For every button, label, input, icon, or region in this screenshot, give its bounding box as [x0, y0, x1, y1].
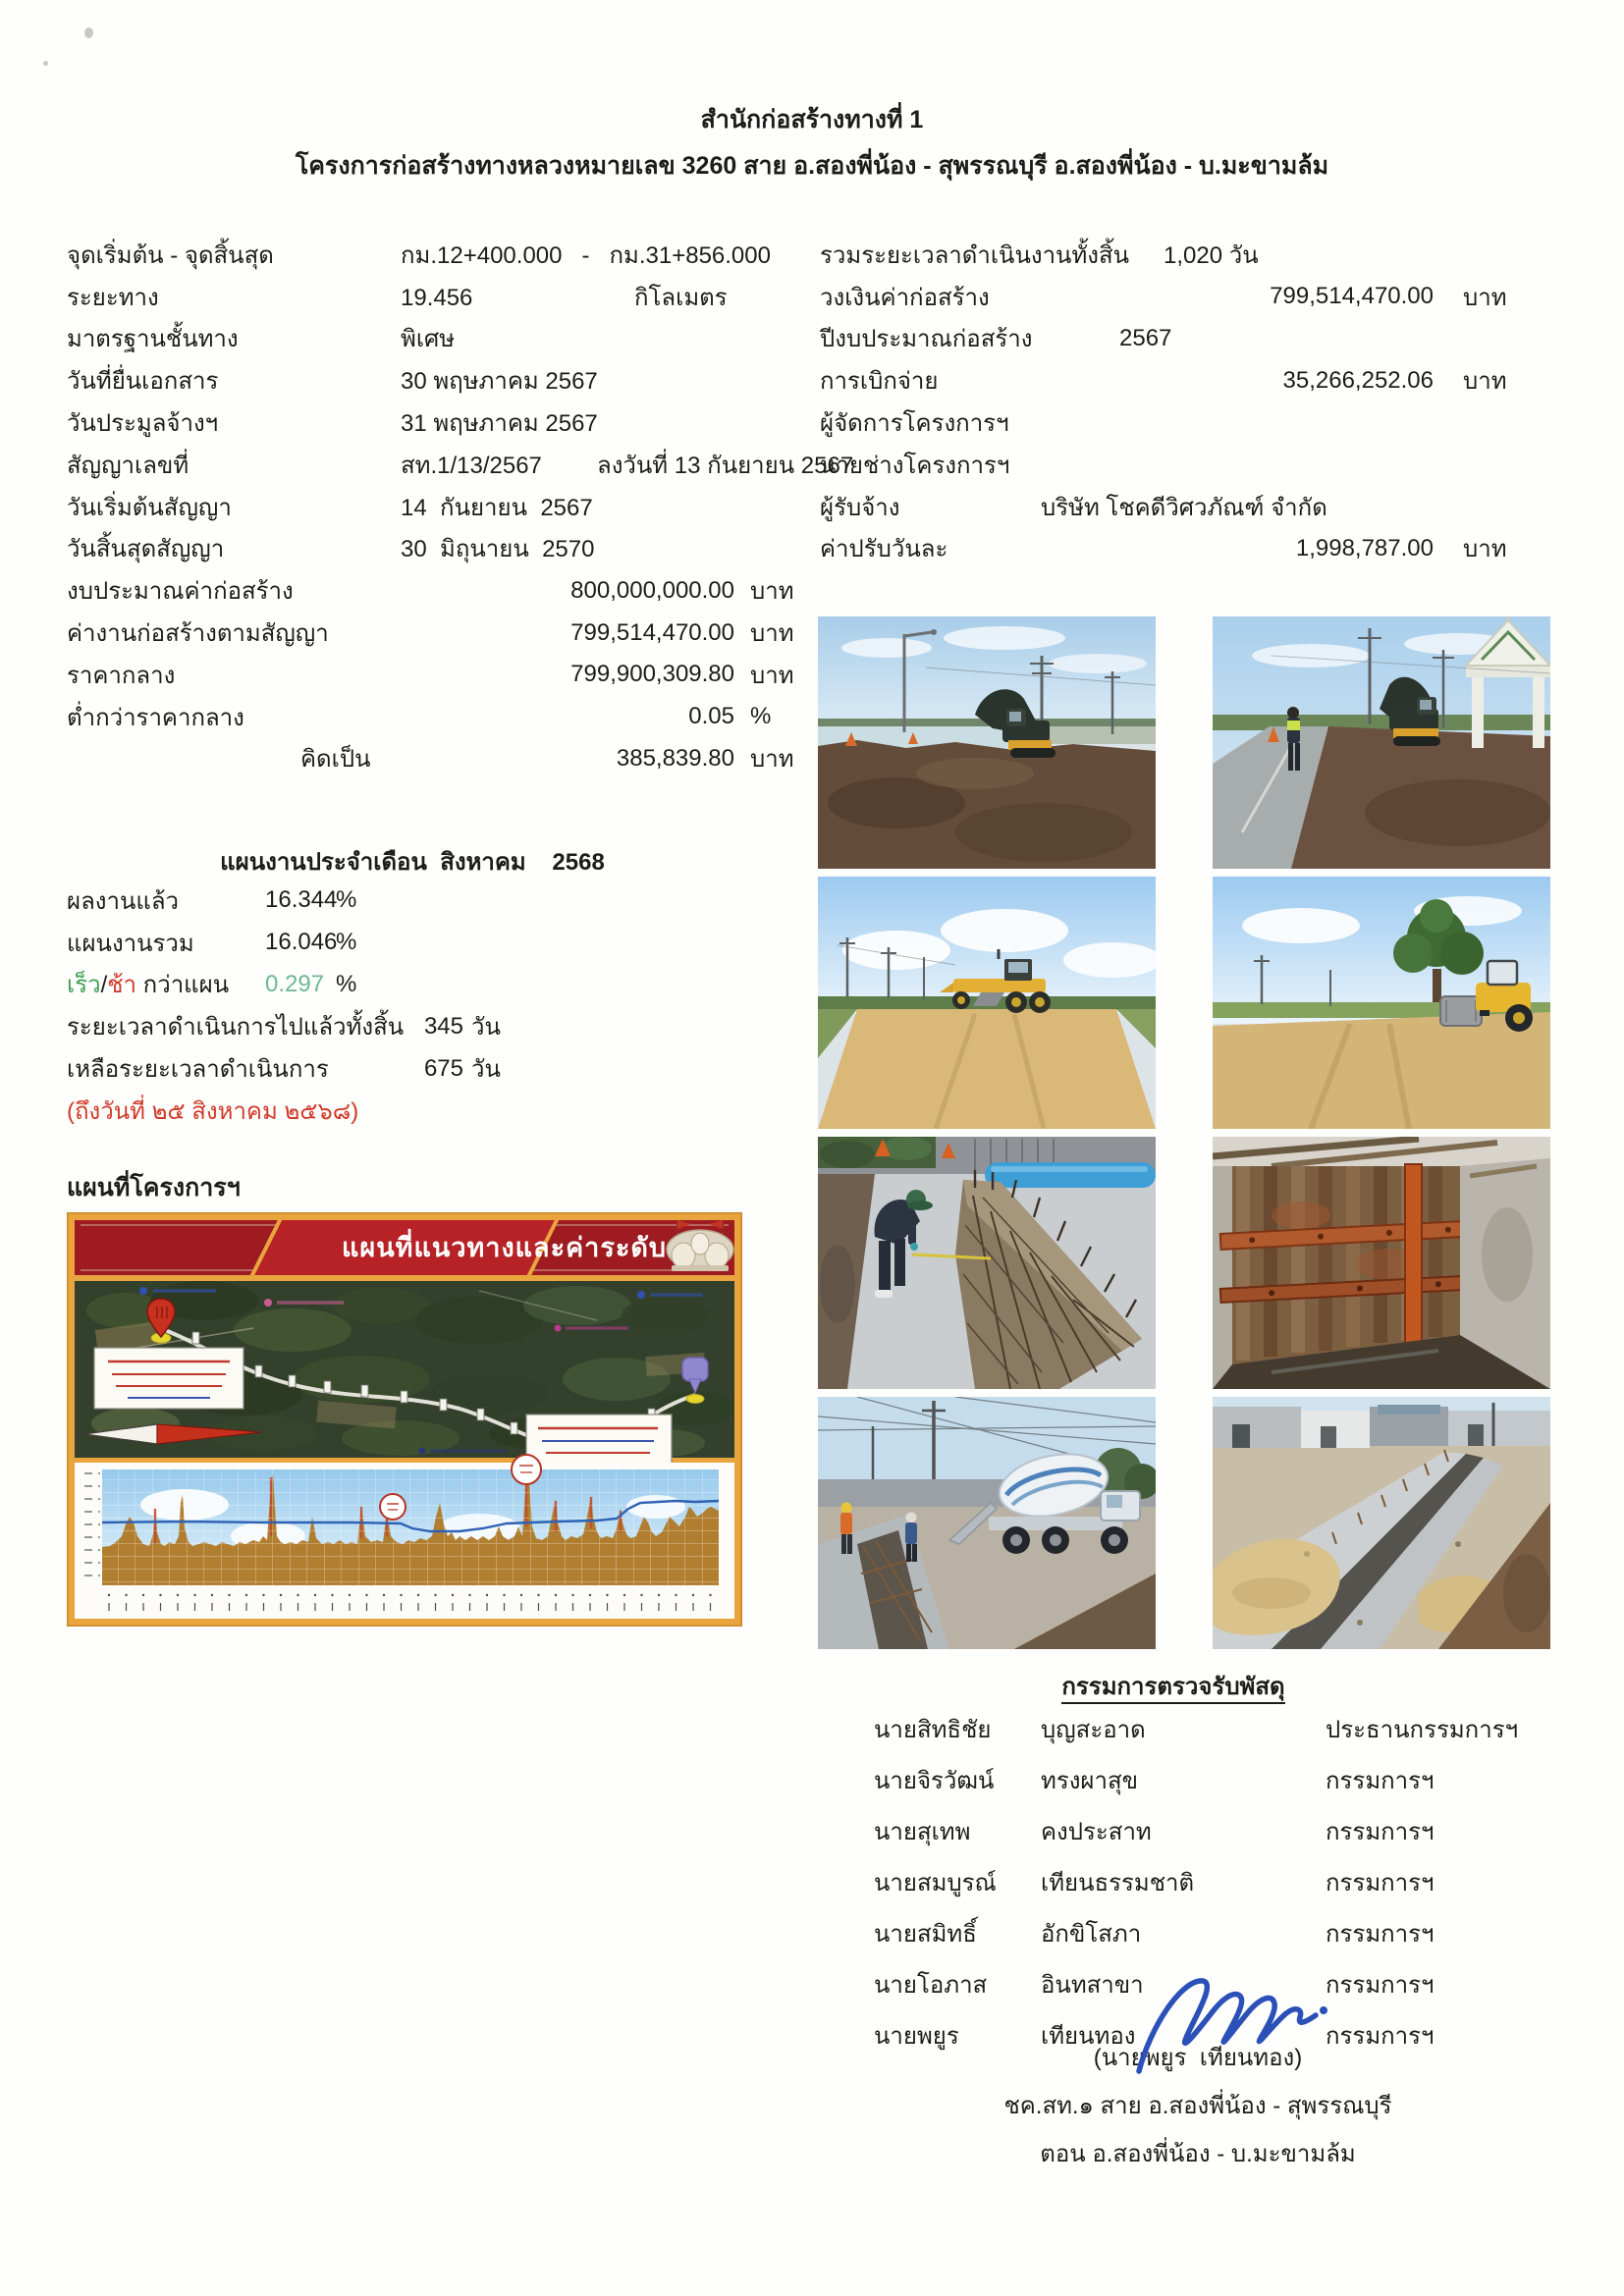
info-row	[820, 444, 1586, 486]
plan-label: ระยะเวลาดำเนินการไปแล้วทั้งสิ้น	[67, 1014, 405, 1041]
info-row	[820, 486, 1586, 528]
field-extra: ลงวันที่ 13 กันยายน 2567	[597, 452, 854, 479]
member-last-name: ทรงผาสุข	[1041, 1767, 1139, 1794]
field-value: สท.1/13/2567	[401, 452, 542, 479]
field-unit: กิโลเมตร	[634, 284, 728, 311]
photo-rebar-wall-worker	[818, 1137, 1156, 1389]
project-map	[67, 1212, 742, 1627]
plan-header: แผนงานประจำเดือน สิงหาคม 2568	[220, 849, 605, 876]
signature	[1127, 1961, 1333, 2094]
info-row	[67, 569, 833, 612]
committee-row	[820, 1703, 1586, 1754]
project-info-right	[820, 234, 1586, 569]
info-row	[67, 738, 833, 780]
plan-row	[67, 880, 833, 922]
plan-unit: %	[336, 929, 357, 956]
field-label: งบประมาณค่าก่อสร้าง	[67, 578, 294, 606]
field-label: มาตรฐานชั้นทาง	[67, 326, 239, 353]
plan-note: (ถึงวันที่ ๒๕ สิงหาคม ๒๕๖๘)	[67, 1097, 359, 1125]
photo-excavator-canal	[818, 616, 1156, 869]
plan-row	[67, 1005, 833, 1047]
plan-unit: %	[336, 970, 357, 997]
field-unit: บาท	[750, 662, 794, 689]
start-pin-icon	[147, 1299, 175, 1343]
plan-days: 675	[423, 1054, 463, 1082]
member-role: กรรมการฯ	[1326, 1971, 1435, 1999]
committee-row	[820, 1754, 1586, 1805]
info-row	[820, 276, 1586, 318]
worker-blue	[905, 1513, 917, 1563]
fast-label: เร็ว	[67, 972, 101, 999]
member-last-name: คงประสาท	[1041, 1818, 1152, 1845]
field-value: 1,020 วัน	[1164, 241, 1259, 269]
info-row	[820, 234, 1586, 276]
committee-title: กรรมการตรวจรับพัสดุ	[1061, 1674, 1284, 1704]
signer-name: (นายพยูร เทียนทอง)	[1093, 2045, 1303, 2071]
field-value: 30 พฤษภาคม 2567	[401, 368, 598, 396]
info-row	[67, 318, 833, 360]
field-amount: 799,514,470.00	[1270, 283, 1434, 310]
field-value: 14 กันยายน 2567	[401, 494, 593, 521]
plan-unit: วัน	[471, 1056, 501, 1084]
monthly-plan-section	[67, 842, 833, 1132]
member-role: กรรมการฯ	[1326, 1767, 1435, 1794]
info-row	[67, 654, 833, 696]
speed-value: 0.297	[265, 970, 325, 997]
member-first-name: นายจิรวัฒน์	[874, 1767, 995, 1794]
plan-unit: %	[336, 886, 357, 914]
field-unit: บาท	[750, 578, 794, 606]
field-label: วันเริ่มต้นสัญญา	[67, 494, 232, 521]
field-label: ปีงบประมาณก่อสร้าง	[820, 326, 1033, 353]
info-row	[67, 276, 833, 318]
slow-label: ช้า	[107, 972, 137, 999]
member-last-name: อักขิโสภา	[1041, 1920, 1142, 1948]
than-plan-label: กว่าแผน	[136, 972, 230, 999]
member-first-name: นายสิทธิชัย	[874, 1716, 992, 1743]
signer-section: ตอน อ.สองพี่น้อง - บ.มะขามล้ม	[1040, 2141, 1356, 2167]
field-unit: บาท	[1463, 284, 1507, 311]
scan-speck	[43, 61, 48, 66]
member-last-name: เทียนธรรมชาติ	[1041, 1869, 1195, 1896]
info-row	[67, 401, 833, 444]
plan-days: 345	[423, 1012, 463, 1040]
committee-section	[820, 1667, 1527, 1705]
member-first-name: นายสมบูรณ์	[874, 1869, 997, 1896]
field-amount: 799,514,470.00	[570, 618, 734, 646]
committee-row	[820, 1907, 1586, 1958]
member-role: กรรมการฯ	[1326, 1818, 1435, 1845]
roadside-sheds	[1213, 1405, 1550, 1448]
field-label: ผู้รับจ้าง	[820, 494, 900, 521]
member-last-name: บุญสะอาด	[1041, 1716, 1146, 1743]
plan-label: แผนงานรวม	[67, 930, 194, 957]
field-label: สัญญาเลขที่	[67, 452, 189, 479]
field-amount: 0.05	[688, 703, 734, 730]
plan-label: ผลงานแล้ว	[67, 887, 180, 915]
slash: /	[100, 972, 108, 999]
field-label: วงเงินค่าก่อสร้าง	[820, 284, 990, 311]
photo-roller-compactor	[1213, 877, 1550, 1129]
field-value: กม.12+400.000 - กม.31+856.000	[401, 241, 771, 269]
info-row	[67, 359, 833, 401]
field-value: 2567	[1119, 324, 1172, 351]
info-row	[820, 318, 1586, 360]
member-first-name: นายโอภาส	[874, 1971, 988, 1999]
info-row	[67, 234, 833, 276]
plan-label: เหลือระยะเวลาดำเนินการ	[67, 1056, 329, 1084]
field-unit: บาท	[750, 746, 794, 774]
member-first-name: นายสุเทพ	[874, 1818, 971, 1845]
plan-pct: 16.344	[265, 886, 338, 914]
photo-sheet-pile-trench	[1213, 1137, 1550, 1389]
field-label: ราคากลาง	[67, 662, 176, 689]
info-row	[67, 528, 833, 570]
field-label: คิดเป็น	[300, 746, 371, 774]
field-value: 30 มิถุนายน 2570	[401, 536, 595, 563]
member-role: กรรมการฯ	[1326, 1869, 1435, 1896]
plan-pct: 16.046	[265, 929, 338, 956]
contractor-name: บริษัท โชคดีวิศวภัณฑ์ จำกัด	[1041, 494, 1327, 521]
field-label: จุดเริ่มต้น - จุดสิ้นสุด	[67, 241, 274, 269]
field-label: วันที่ยื่นเอกสาร	[67, 368, 219, 396]
field-label: ค่าปรับวันละ	[820, 536, 948, 563]
field-label: นายช่างโครงการฯ	[820, 452, 1010, 479]
member-role: กรรมการฯ	[1326, 2022, 1435, 2050]
committee-row	[820, 1805, 1586, 1856]
field-amount: 799,900,309.80	[570, 661, 734, 688]
plan-row	[67, 922, 833, 964]
field-label: ค่างานก่อสร้างตามสัญญา	[67, 620, 329, 648]
plan-row-speed	[67, 964, 833, 1006]
signer-org: ชค.สท.๑ สาย อ.สองพี่น้อง - สุพรรณบุรี	[1003, 2093, 1392, 2119]
info-row	[67, 486, 833, 528]
field-amount: 385,839.80	[616, 744, 734, 772]
field-amount: 800,000,000.00	[570, 576, 734, 604]
field-unit: บาท	[1463, 536, 1507, 563]
elevation-profile	[75, 1455, 734, 1619]
member-last-name: เทียนทอง	[1041, 2022, 1136, 2050]
field-value: 31 พฤษภาคม 2567	[401, 410, 598, 438]
field-label: ต่ำกว่าราคากลาง	[67, 704, 244, 731]
member-role: กรรมการฯ	[1326, 1920, 1435, 1948]
field-amount: 35,266,252.06	[1282, 366, 1434, 394]
page-title: สำนักก่อสร้างทางที่ 1	[700, 106, 924, 133]
field-label: วันสิ้นสุดสัญญา	[67, 536, 225, 563]
worker-orange	[840, 1503, 852, 1555]
info-row	[67, 444, 854, 486]
progress-photo-grid	[818, 616, 1550, 1649]
photo-drainage-channel	[1213, 1397, 1550, 1649]
info-row	[820, 359, 1586, 401]
plan-unit: วัน	[471, 1014, 501, 1041]
committee-row	[820, 1856, 1586, 1907]
field-label: วันประมูลจ้างฯ	[67, 410, 219, 438]
scan-speck	[84, 27, 93, 38]
field-value: 19.456	[401, 284, 473, 311]
member-first-name: นายพยูร	[874, 2022, 959, 2050]
map-section-heading: แผนที่โครงการฯ	[67, 1174, 241, 1201]
map-callout-left	[94, 1348, 244, 1409]
field-amount: 1,998,787.00	[1295, 534, 1434, 561]
field-unit: %	[750, 703, 772, 730]
info-row	[67, 696, 833, 738]
member-first-name: นายสมิทธิ์	[874, 1920, 977, 1948]
map-figure	[67, 1212, 742, 1627]
field-label: การเบิกจ่าย	[820, 368, 939, 396]
project-info-left	[67, 234, 854, 779]
field-label: ผู้จัดการโครงการฯ	[820, 410, 1009, 438]
member-last-name: อินทสาขา	[1041, 1971, 1144, 1999]
page-subtitle: โครงการก่อสร้างทางหลวงหมายเลข 3260 สาย อ.สองพี่น้อง - สุพรรณบุรี อ.สองพี่น้อง - บ.มะขามล้ม	[295, 152, 1329, 180]
member-role: ประธานกรรมการฯ	[1326, 1716, 1519, 1743]
info-row	[820, 528, 1586, 570]
photo-motor-grader	[818, 877, 1156, 1129]
info-row	[820, 401, 1586, 444]
field-unit: บาท	[750, 620, 794, 648]
field-value: พิเศษ	[401, 326, 456, 353]
plan-row	[67, 1047, 833, 1090]
map-banner-title: แผนที่แนวทางและค่าระดับ	[342, 1233, 667, 1262]
field-label: ระยะทาง	[67, 284, 159, 311]
field-label: รวมระยะเวลาดำเนินงานทั้งสิ้น	[820, 241, 1130, 269]
info-row	[67, 612, 833, 654]
photo-mixer-truck-pour	[818, 1397, 1156, 1649]
photo-excavator-temple-gate	[1213, 616, 1550, 869]
field-unit: บาท	[1463, 368, 1507, 396]
satellite-map	[75, 1281, 734, 1471]
